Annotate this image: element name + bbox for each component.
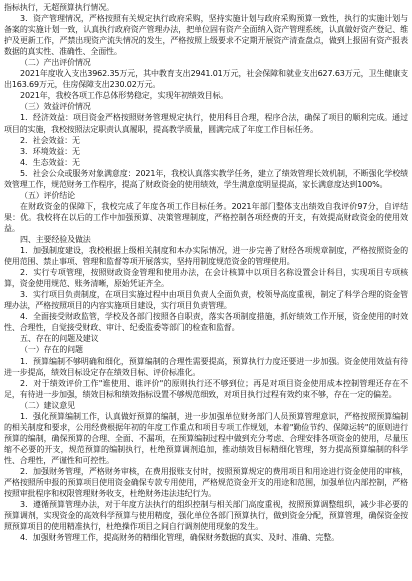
document-paragraph: 2．实行专项管理，按照财政资金管理和使用办法，在会计核算中以项目名称设置会计科目，实现项目专项核算，资金使用规范、账务清晰，原始凭证齐全。 xyxy=(4,268,408,289)
document-paragraph: 2．社会效益：无 xyxy=(20,135,80,145)
document-paragraph: 2．加强财务管理，严格财务审核，在费用报账支付时，按照预算规定的费用项目和用途进行资金使用的审核，严格按照所申报的预算项目使用资金确保专款专用使用，严格规范资金开支的用途和范围，加强单位内部控制，严格按照审批程序和权限管理财务收支，杜绝财务违法违纪行为。 xyxy=(4,466,408,499)
document-paragraph: 指标执行，无超预算执行情况。 xyxy=(4,3,114,12)
document-paragraph: （一）存在的问题 xyxy=(20,345,83,355)
document-paragraph: （三）效益评价情况 xyxy=(20,102,91,112)
document-paragraph: （二）产出评价情况 xyxy=(20,58,91,68)
document-paragraph: 5．社会公众或服务对象满意度：2021年，我校认真落实教学任务，建立了绩效管理长效机制，不断强化学校绩效管理工作，规范财务工作程序，提高了财政资金的使用绩效，学生满意度明显提高，家长满意度达到100%。 xyxy=(4,168,408,189)
document-paragraph: 四、主要经验及做法 xyxy=(20,234,91,244)
document-paragraph: 3．资产管理情况，严格按照有关规定执行政府采购，坚持实施计划与政府采购预算一致性，执行的实施计划与备案的实施计划一致，认真执行政府资产管理办法，把单位固有资产全面纳入资产管理系统，认真做好资产登记、维护及更新工作，严禁出现资产流失情况的发生，严格按照上级要求不定期开展资产清查盘点，做到上报固有资产报表数据的真实性、准确性、全面性。 xyxy=(4,14,408,57)
document-paragraph: 4．全面接受财政监管，学校及各部门按照各自职责，落实各项制度措施，抓好绩效工作开展，资金使用的时效性、合理性，自觉接受财政、审计、纪委监委等部门的检查和监督。 xyxy=(4,312,408,333)
document-paragraph: 3．遵循预算管理办法，对于年度方法执行的组织控制与相关部门高度重视，按照预算调整组织，减少非必要的预算调剂，实现资金的高效科学预算与使用精度，强化单位各部门预算执行，做到资金分配，预算管理，确保资金按照预算项目的使用精准执行，杜绝操作项目之间自行调剂使用现象的发生。 xyxy=(4,500,408,532)
document-paragraph: （二）建议意见 xyxy=(20,400,75,410)
document-paragraph: 1．预算编制不够明确和细化，预算编制的合理性需要提高，预算执行力度还要进一步加强。资金使用效益有待进一步提高，绩效目标设定存在绩效目标、评价标准化。 xyxy=(4,356,408,377)
document-paragraph: 2．对于绩效评价工作"谁使用、谁评价"的原则执行还不够到位；再是对项目资金使用成本控制管理还存在不足，有待进一步加强，绩效目标和绩效指标设置不够规范细致，对项目执行过程有效约束不够，存在一定的偏差。 xyxy=(4,378,408,399)
document-paragraph: 1．强化预算编制工作，认真做好预算的编制，进一步加强单位财务部门人员预算管理意识，严格按照预算编制的相关制度和要求，公用经费根据年初的年度工作重点和项目专项工作规划，本着"勤俭节约、保障运转"的原则进行预算的编制，确保预算的合理、全面、不漏项，在预算编制过程中做到充分考虑、合理安排各项资金的使用，尽量压缩不必要的开支，规范预算的编制执行，杜绝预算调剂追加，推动绩效目标精细化管理，努力提高预算编制的科学性、合理性，严谨性和可控性。 xyxy=(4,411,408,465)
document-paragraph: 3．环境效益：无 xyxy=(20,146,80,156)
document-paragraph: （五）评价结论 xyxy=(20,190,75,200)
document-paragraph: 1．加强制度建设，我校根据上级相关制度和本办实际情况，进一步完善了财经各项规章制度，严格按照资金的使用范围、禁止事项、管理和监督等项开展落实，坚持用制度规范资金的管理使用。 xyxy=(4,246,408,267)
document-paragraph: 五、存在的问题及建议 xyxy=(20,334,99,344)
document-paragraph: 4．生态效益：无 xyxy=(20,157,80,167)
document-paragraph: 2021年，我校各项工作总体形势稳定，实现年初绩效目标。 xyxy=(20,91,229,101)
document-paragraph: 在财政资金的保障下，我校完成了年度各项工作目标任务。2021年部门整体支出绩效自我评价97分，自评结果：优。我校将在以后的工作中加强预算、决策管理制度，严格控制各项经费的开支，有效提高财政资金的使用效益。 xyxy=(4,201,408,233)
document-paragraph: 1．经济效益：项目资金严格按照财务管理规定执行，使用科目合理，程序合法，确保了项目的顺利完成。通过项目的实施，我校按照法定职责认真履职，提高教学质量，圆满完成了年度工作目标任务。 xyxy=(4,113,408,134)
document-paragraph: 3．实行项目负责制度，在项目实施过程中由项目负责人全面负责，校领导高度重视，制定了科学合理的资金管理办法，严格按照项目的内容实施项目建设，实行项目负责管理。 xyxy=(4,290,408,311)
document-paragraph: 4．加强财务管理工作，提高财务的精细化管理，确保财务数据的真实、及时、准确、完整。 xyxy=(20,533,339,543)
document-paragraph: 2021年度收入支出3962.35万元，其中教育支出2941.01万元，社会保障和就业支出627.63万元，卫生健康支出163.69万元，住房保障支出230.02万元。 xyxy=(4,69,408,90)
